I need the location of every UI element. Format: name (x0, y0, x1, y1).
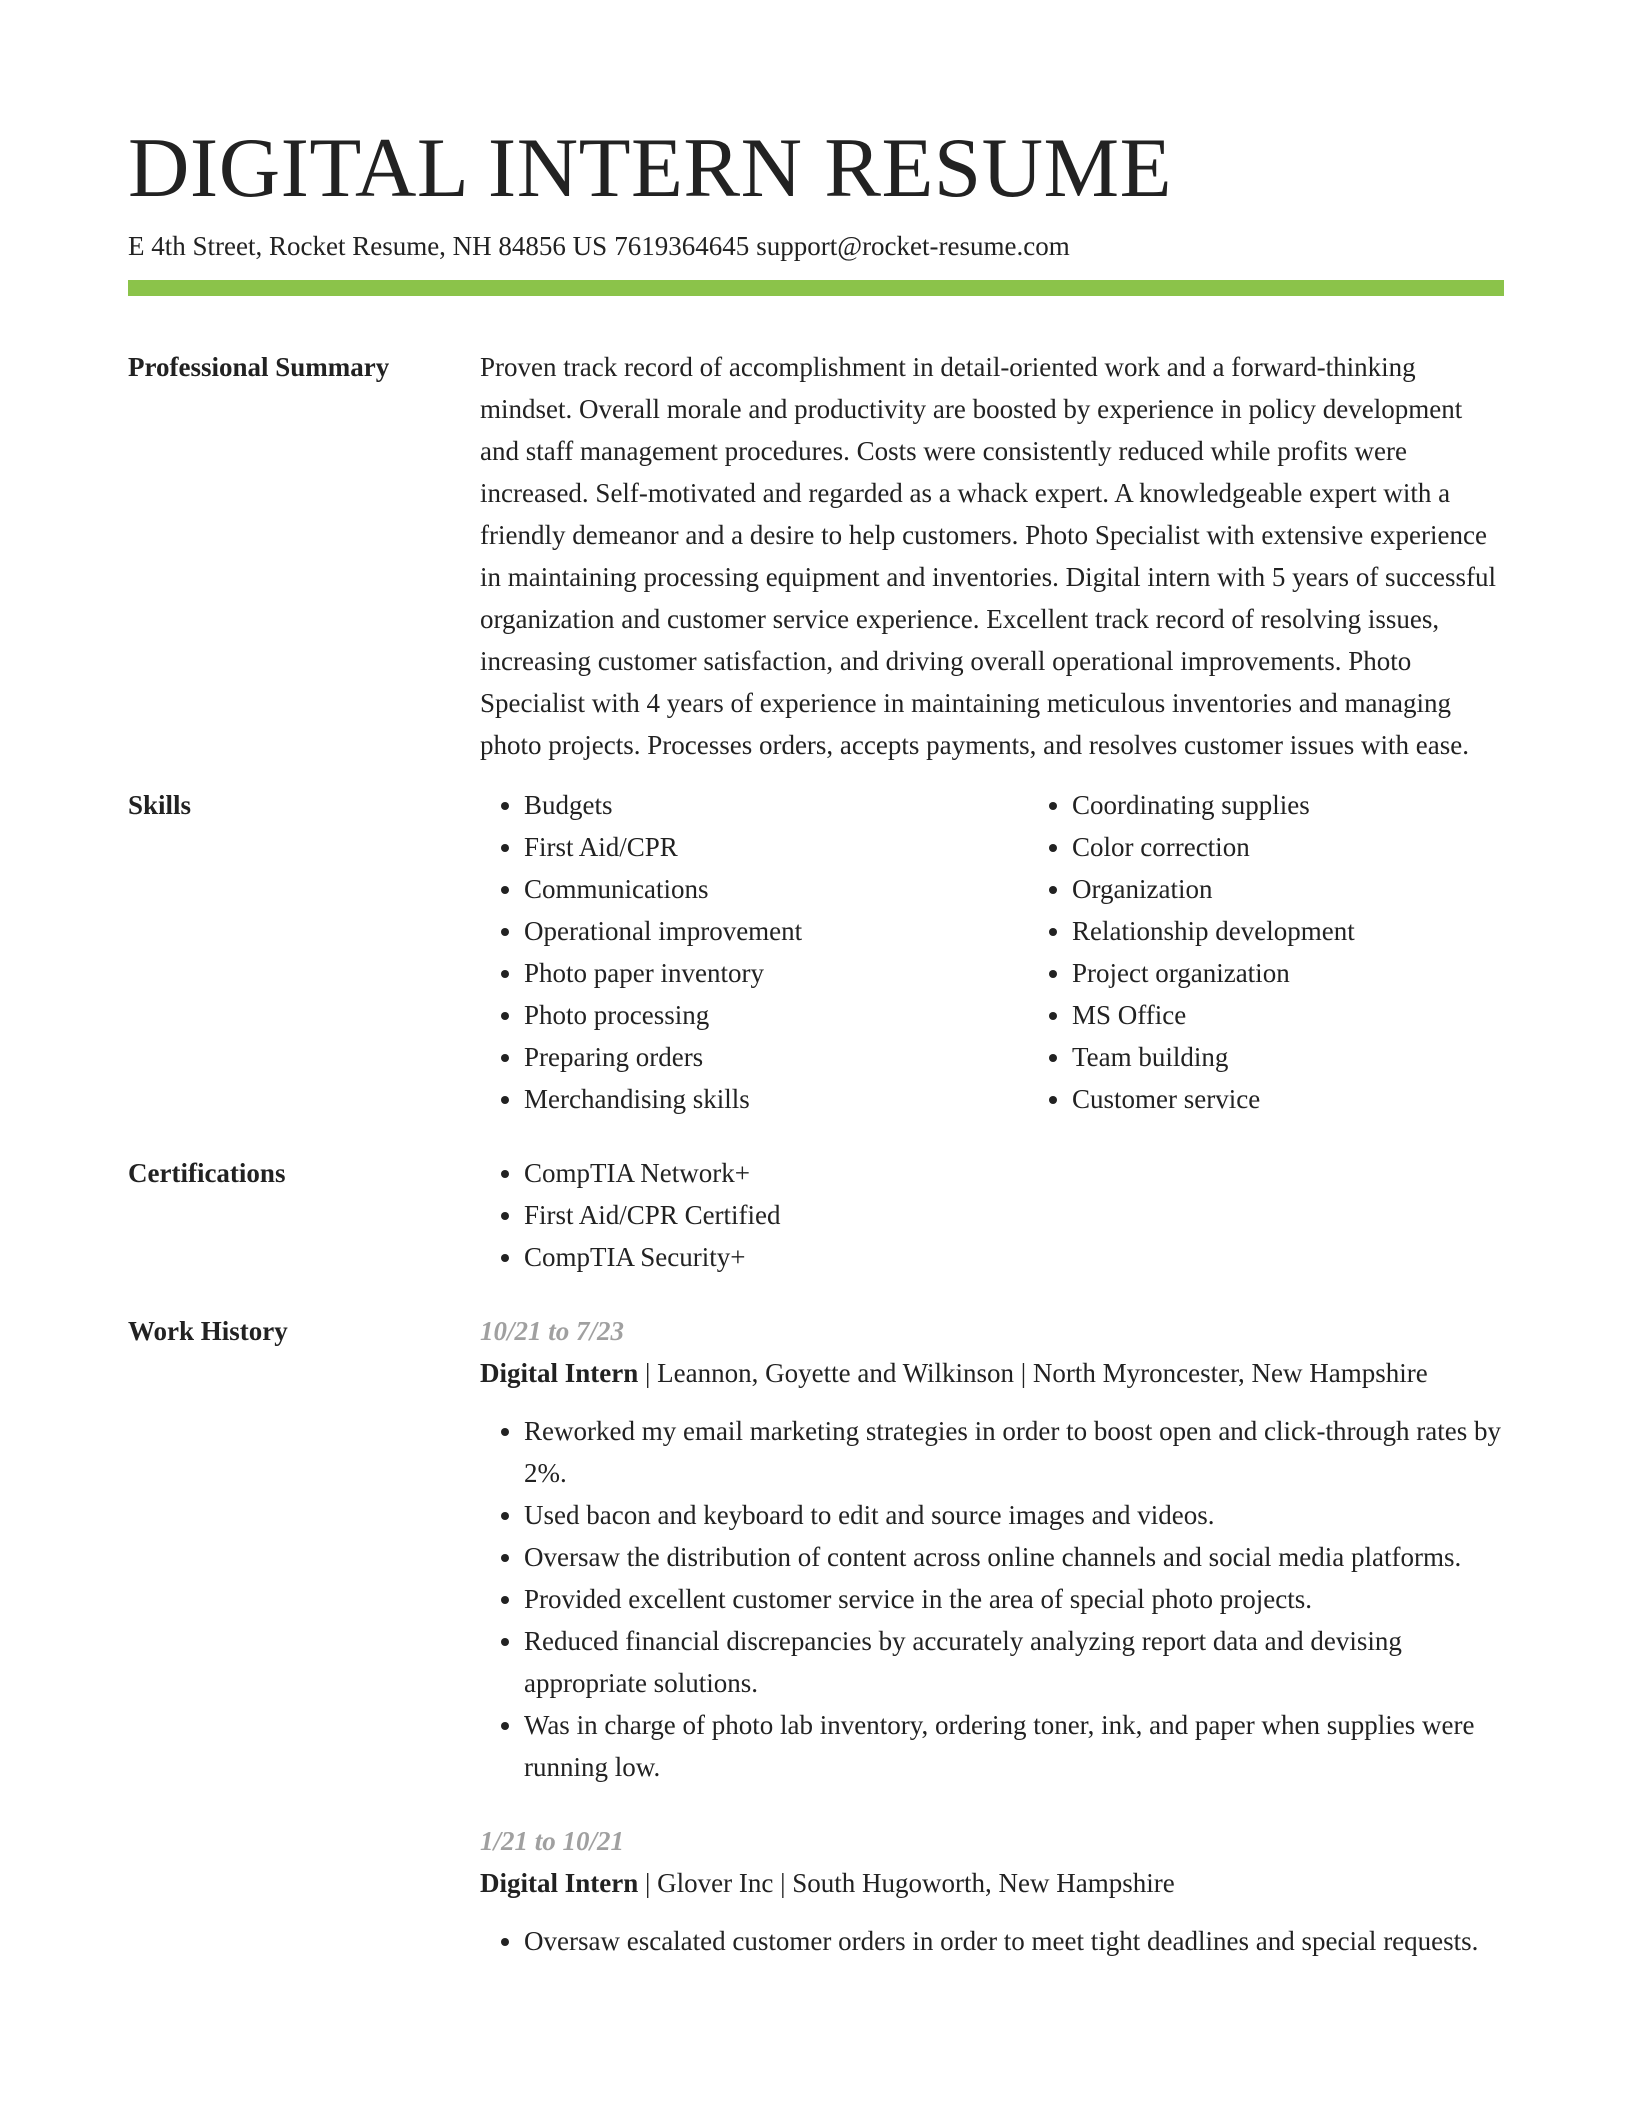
work-history-section (128, 1310, 1504, 1994)
contact-line (128, 228, 1504, 264)
job-bullet: • Oversaw escalated customer orders in order to meet tight deadlines and special requests. (524, 1920, 1504, 1962)
work-history-heading: Work History (128, 1316, 288, 1346)
certification-item: • First Aid/CPR Certified (524, 1194, 1504, 1236)
skill-item: • Preparing orders (524, 1036, 1028, 1078)
job-header (480, 1352, 1504, 1394)
job-bullets (480, 1410, 1504, 1788)
job-header (480, 1862, 1504, 1904)
skills-list-left (480, 784, 1028, 1120)
summary-section (128, 346, 1504, 766)
certifications-list (480, 1152, 1504, 1278)
certifications-heading: Certifications (128, 1158, 286, 1188)
certification-item: • CompTIA Network+ (524, 1152, 1504, 1194)
phone: 7619364645 (614, 231, 750, 261)
skill-item: • Color correction (1072, 826, 1576, 868)
job-dates: 10/21 to 7/23 (480, 1316, 625, 1346)
email: support@rocket-resume.com (756, 231, 1070, 261)
skill-item: • Photo paper inventory (524, 952, 1028, 994)
accent-divider (128, 280, 1504, 296)
job-entry (480, 1310, 1504, 1788)
skill-item: • Budgets (524, 784, 1028, 826)
job-entry (480, 1820, 1504, 1962)
job-bullet: • Reworked my email marketing strategies in order to boost open and click-through rates by 2%. (524, 1410, 1504, 1494)
job-bullet: • Was in charge of photo lab inventory, ordering toner, ink, and paper when supplies were running low. (524, 1704, 1504, 1788)
skill-item: • Merchandising skills (524, 1078, 1028, 1120)
skill-item: • Team building (1072, 1036, 1576, 1078)
skill-item: • Organization (1072, 868, 1576, 910)
skill-item: • Communications (524, 868, 1028, 910)
job-employer-location: | Glover Inc | South Hugoworth, New Hampshire (638, 1868, 1175, 1898)
job-bullet: • Used bacon and keyboard to edit and source images and videos. (524, 1494, 1504, 1536)
skill-item: • First Aid/CPR (524, 826, 1028, 868)
job-bullet: • Reduced financial discrepancies by accurately analyzing report data and devising appropriate solutions. (524, 1620, 1504, 1704)
resume-page (128, 118, 1504, 1994)
skill-item: • MS Office (1072, 994, 1576, 1036)
address: E 4th Street, Rocket Resume, NH 84856 US (128, 231, 608, 261)
job-dates: 1/21 to 10/21 (480, 1826, 625, 1856)
skill-item: • Project organization (1072, 952, 1576, 994)
certifications-section (128, 1152, 1504, 1278)
skills-section (128, 784, 1504, 1120)
job-bullets (480, 1920, 1504, 1962)
skill-item: • Relationship development (1072, 910, 1576, 952)
skill-item: • Photo processing (524, 994, 1028, 1036)
skill-item: • Operational improvement (524, 910, 1028, 952)
summary-heading: Professional Summary (128, 352, 390, 382)
skills-list-right (1028, 784, 1576, 1120)
skills-heading: Skills (128, 790, 192, 820)
job-bullet: • Provided excellent customer service in the area of special photo projects. (524, 1578, 1504, 1620)
skill-item: • Coordinating supplies (1072, 784, 1576, 826)
certification-item: • CompTIA Security+ (524, 1236, 1504, 1278)
summary-text: Proven track record of accomplishment in detail-oriented work and a forward-thinking mindset. Overall morale and productivity are boosted by experience in policy development and staff management procedures. Costs were consistently reduced while profits were increased. Self-motivated and regarded as a whack expert. A knowledgeable expert with a friendly demeanor and a desire to help customers. Photo Specialist with extensive experience in maintaining processing equipment and inventories. Digital intern with 5 years of successful organization and customer service experience. Excellent track record of resolving issues, increasing customer satisfaction, and driving overall operational improvements. Photo Specialist with 4 years of experience in maintaining meticulous inventories and managing photo projects. Processes orders, accepts payments, and resolves customer issues with ease. (480, 352, 1497, 760)
job-title: Digital Intern (480, 1868, 639, 1898)
job-title: Digital Intern (480, 1358, 639, 1388)
skill-item: • Customer service (1072, 1078, 1576, 1120)
resume-title: DIGITAL INTERN RESUME (128, 121, 1173, 215)
job-bullet: • Oversaw the distribution of content across online channels and social media platforms. (524, 1536, 1504, 1578)
job-employer-location: | Leannon, Goyette and Wilkinson | North Myroncester, New Hampshire (638, 1358, 1428, 1388)
